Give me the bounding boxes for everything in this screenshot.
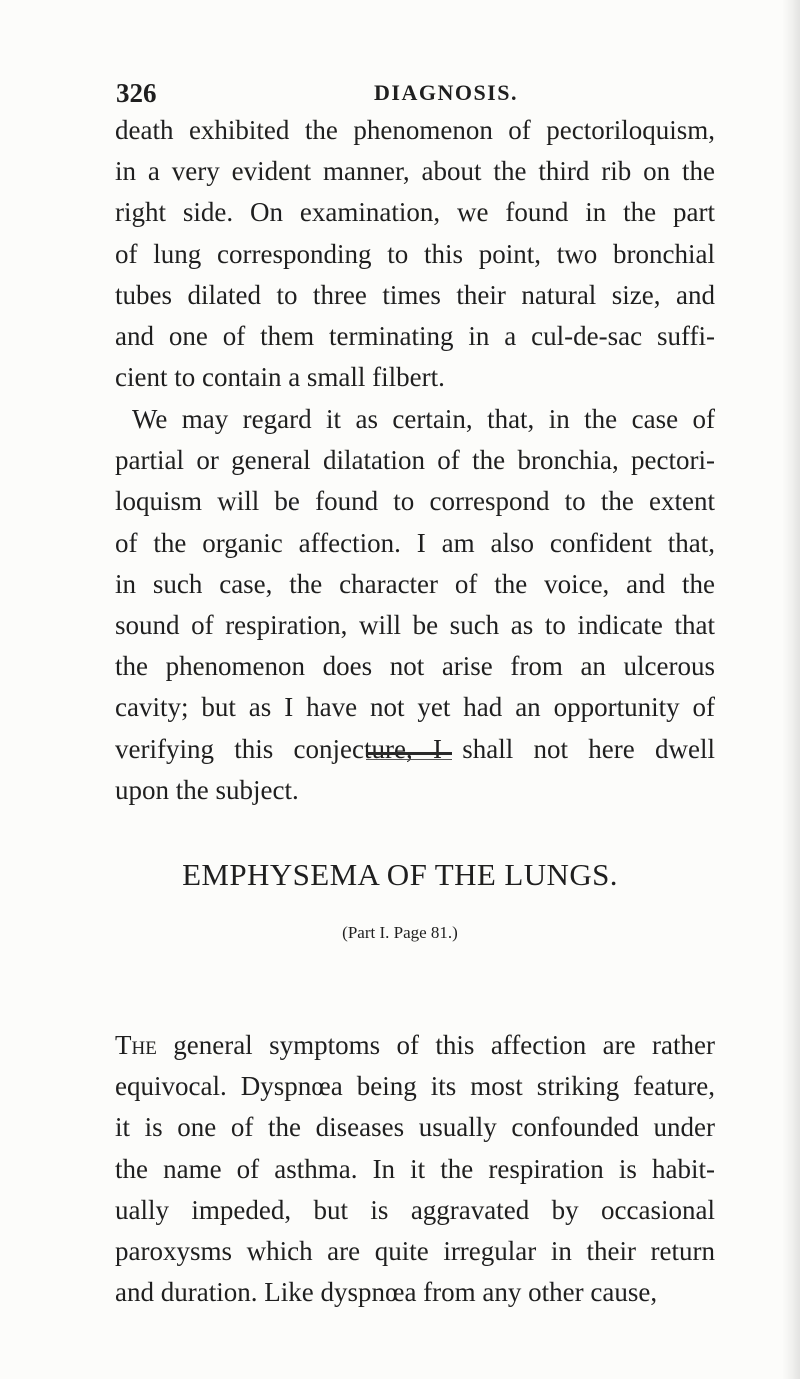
- text-line: cavity; but as I have not yet had an opportunity of: [115, 692, 715, 723]
- paragraph-1: [115, 110, 715, 398]
- text-line: of lung corresponding to this point, two bronchial: [115, 238, 715, 269]
- text-line: sound of respiration, will be such as to indicate that: [115, 609, 715, 640]
- text-line: the name of asthma. In it the respiration is habit-: [115, 1153, 715, 1184]
- text-line: upon the subject.: [115, 774, 299, 805]
- text-line: it is one of the diseases usually confounded under: [115, 1112, 715, 1143]
- text-line: the phenomenon does not arise from an ulcerous: [115, 651, 715, 682]
- lead-line-rest: general symptoms of this affection are rather: [156, 1030, 715, 1060]
- paragraph-3: [115, 1025, 715, 1313]
- section-heading: EMPHYSEMA OF THE LUNGS.: [182, 857, 618, 892]
- text-line: partial or general dilatation of the bronchia, pectori-: [115, 445, 715, 476]
- lead-word: The: [115, 1030, 157, 1060]
- text-line: death exhibited the phenomenon of pectoriloquism,: [115, 115, 715, 145]
- text-line: of the organic affection. I am also confident that,: [115, 527, 715, 558]
- text-line: and duration. Like dyspnœa from any other cause,: [115, 1277, 658, 1308]
- text-line: equivocal. Dyspnœa being its most striking feature,: [115, 1071, 715, 1102]
- page-header: [116, 78, 716, 108]
- text-line: cient to contain a small filbert.: [115, 362, 445, 393]
- paragraph-2: [115, 399, 715, 811]
- text-line: in such case, the character of the voice, and the: [115, 568, 715, 599]
- text-line: verifying this conjecture, I shall not here dwell: [115, 733, 715, 764]
- section-reference: (Part I. Page 81.): [342, 923, 458, 942]
- text-line: and one of them terminating in a cul-de-sac suffi-: [115, 320, 715, 351]
- text-line: right side. On examination, we found in the part: [115, 197, 715, 228]
- text-line: ually impeded, but is aggravated by occasional: [115, 1194, 715, 1225]
- text-line: We may regard it as certain, that, in the case of: [132, 404, 715, 434]
- section-divider: [366, 752, 452, 760]
- text-line: [115, 1025, 715, 1066]
- page-number: 326: [116, 78, 157, 108]
- text-line: in a very evident manner, about the third rib on the: [115, 156, 715, 187]
- text-line: tubes dilated to three times their natural size, and: [115, 279, 715, 310]
- running-head: DIAGNOSIS.: [374, 80, 518, 105]
- page-edge-shadow: [782, 0, 800, 1379]
- text-line: paroxysms which are quite irregular in their return: [115, 1235, 715, 1266]
- text-line: loquism will be found to correspond to the extent: [115, 486, 715, 517]
